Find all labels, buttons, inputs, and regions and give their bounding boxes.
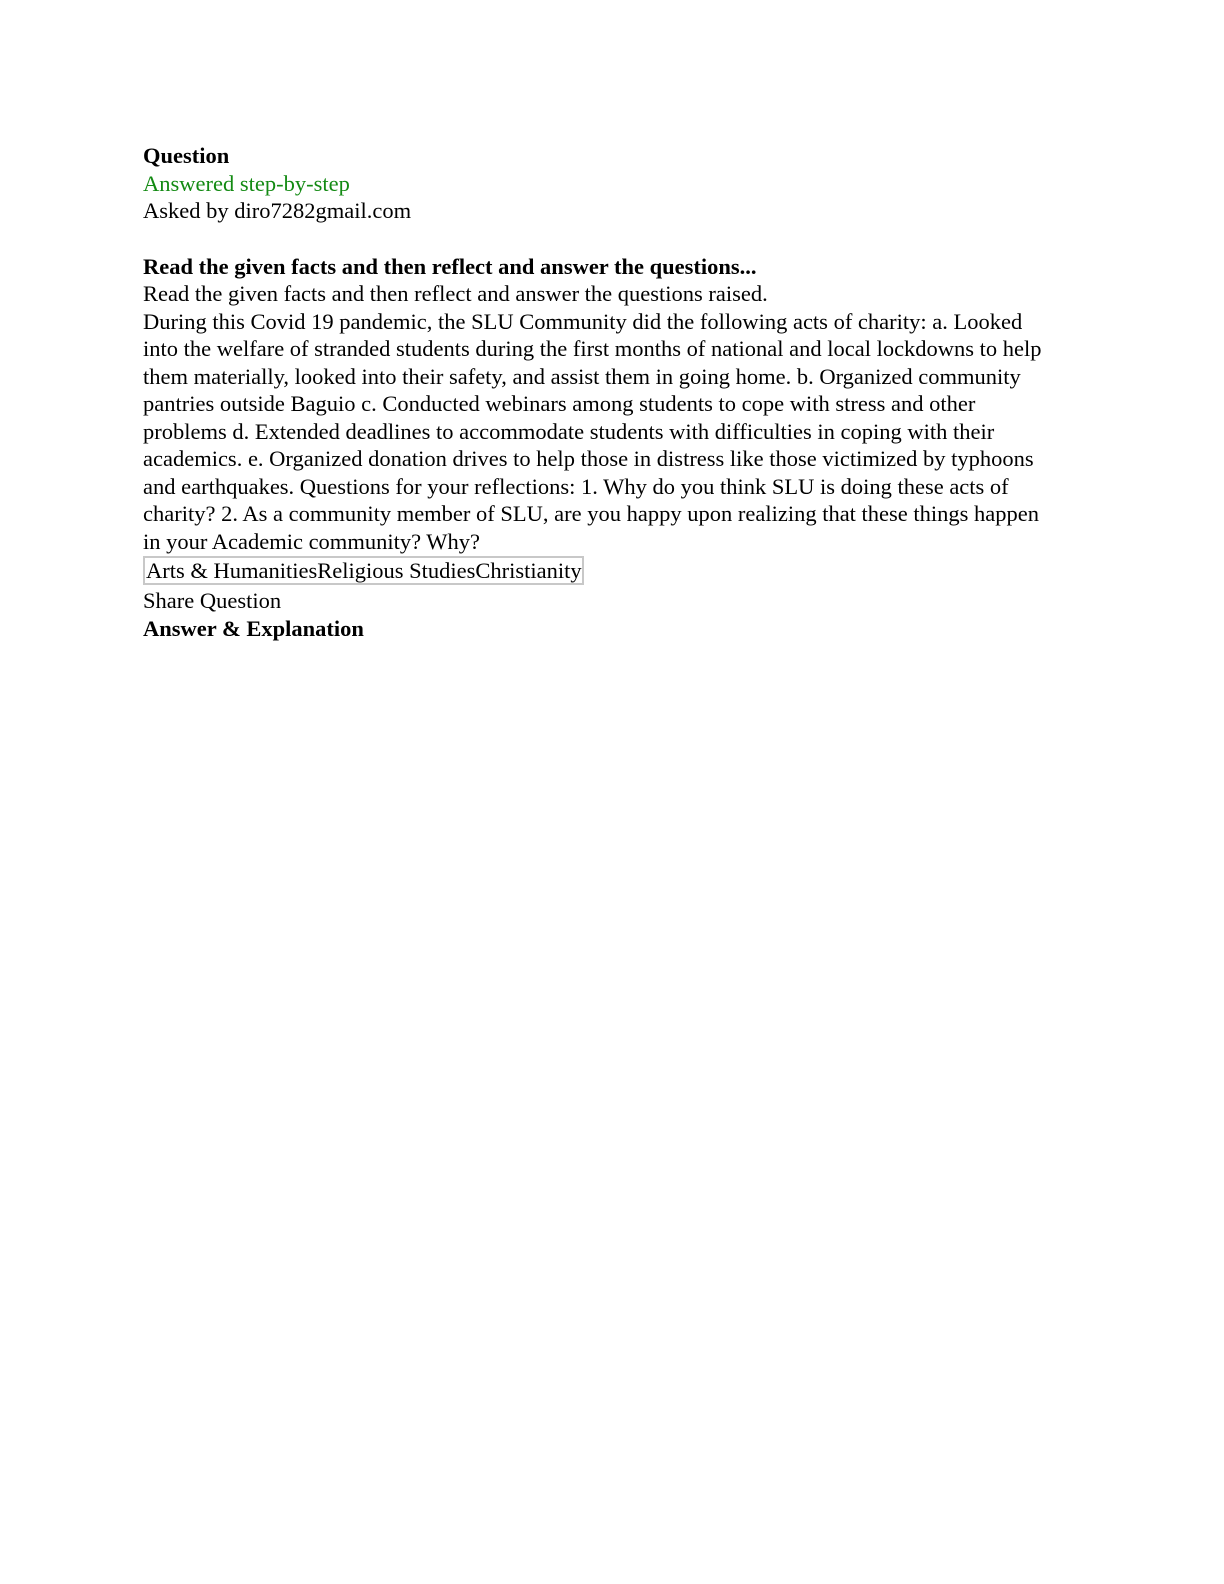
spacer bbox=[143, 225, 1063, 253]
answer-heading: Answer & Explanation bbox=[143, 615, 364, 641]
share-question-button[interactable]: Share Question bbox=[143, 588, 282, 613]
question-body: During this Covid 19 pandemic, the SLU Community did the following acts of charity: a. Looked into the welfare of stranded students during the first months of national and local lockdowns to help them materially, looked into their safety, and assist them in going home. b. Organized community pantries outside Baguio c. Conducted webinars among students to cope with stress and other problems d. Extended deadlines to accommodate students with difficulties in coping with their academics. e. Organized donation drives to help those in distress like those victimized by typhoons and earthquakes. Questions for your reflections: 1. Why do you think SLU is doing these acts of charity? 2. As a community member of SLU, are you happy upon realizing that these things happen in your Academic community? Why? bbox=[143, 308, 1042, 554]
asked-by: Asked by diro7282gmail.com bbox=[143, 198, 412, 223]
question-document bbox=[143, 142, 1063, 642]
tag-christianity[interactable]: Christianity bbox=[475, 558, 582, 583]
answered-status: Answered step-by-step bbox=[143, 170, 350, 196]
question-intro: Read the given facts and then reflect and answer the questions raised. bbox=[143, 281, 768, 306]
tag-religious-studies[interactable]: Religious Studies bbox=[317, 558, 476, 583]
question-title: Read the given facts and then reflect and answer the questions... bbox=[143, 253, 757, 279]
tag-arts-humanities[interactable]: Arts & Humanities bbox=[146, 558, 318, 583]
subject-tags bbox=[143, 556, 584, 585]
question-heading: Question bbox=[143, 143, 230, 168]
